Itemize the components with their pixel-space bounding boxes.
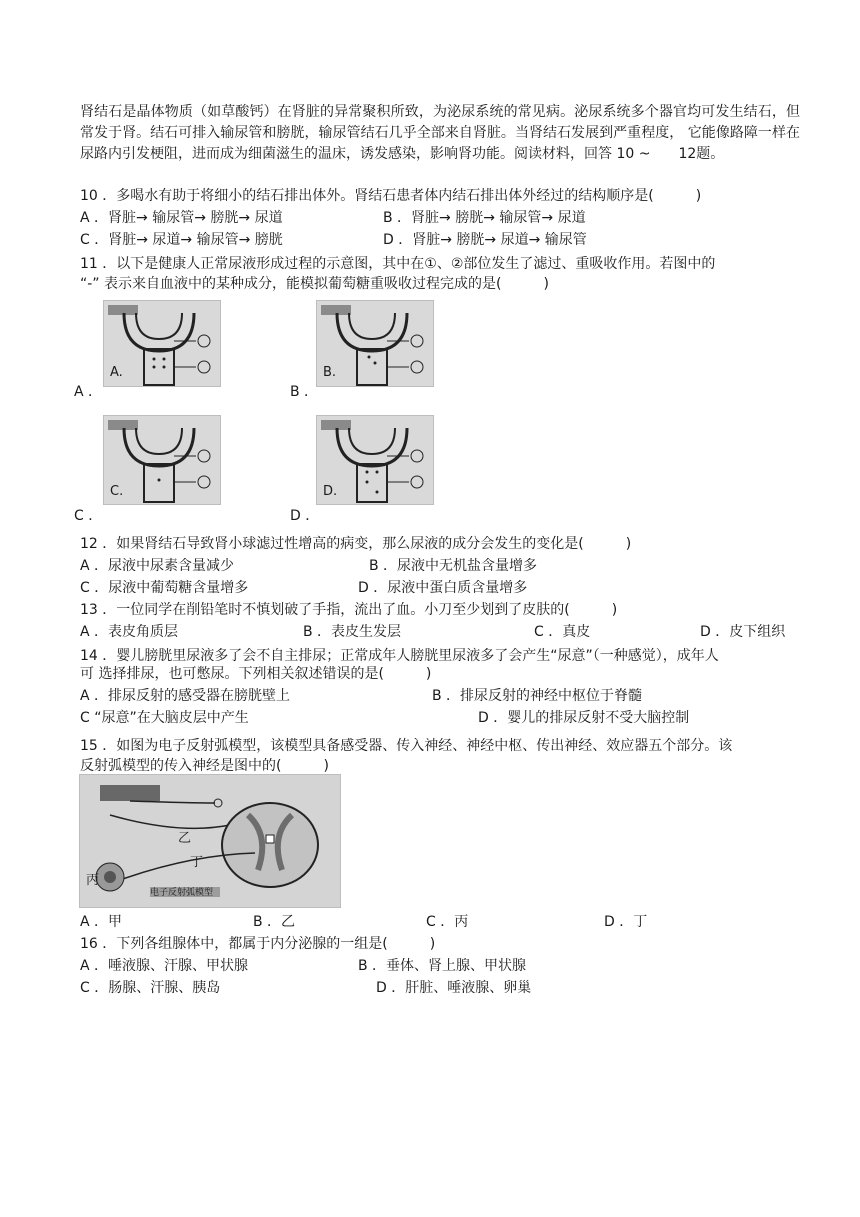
question-15-option-a: A ．甲 xyxy=(80,914,123,930)
figure-a-label: A. xyxy=(110,365,123,380)
question-15-option-d: D ．丁 xyxy=(604,914,648,930)
label-yi: 乙 xyxy=(178,831,192,846)
question-13-option-c: C ．真皮 xyxy=(534,624,591,640)
question-14-option-d: D ．婴儿的排尿反射不受大脑控制 xyxy=(478,710,690,726)
question-10-stem: 10 ．多喝水有助于将细小的结石排出体外。肾结石患者体内结石排出体外经过的结构顺序是( ) xyxy=(80,188,702,204)
question-14-stem-line1: 14 ．婴儿膀胱里尿液多了会不自主排尿；正常成年人膀胱里尿液多了会产生“尿意”（一种感觉），成年人 xyxy=(80,648,719,664)
question-11-stem-line2: “-” 表示来自血液中的某种成分，能模拟葡萄糖重吸收过程完成的是( ) xyxy=(80,276,549,292)
question-14-option-a: A ．排尿反射的感受器在膀胱壁上 xyxy=(80,688,291,704)
question-10-option-c: C ．肾脏→ 尿道→ 输尿管→ 膀胱 xyxy=(80,232,283,248)
question-13-option-d: D ．皮下组织 xyxy=(700,624,786,640)
question-16-option-a: A ．唾液腺、汗腺、甲状腺 xyxy=(80,958,249,974)
question-14-stem-line2: 可 选择排尿，也可憋尿。下列相关叙述错误的是( ) xyxy=(80,666,432,682)
question-11-option-a: A ． xyxy=(74,384,103,400)
question-14-option-c: C “尿意”在大脑皮层中产生 xyxy=(80,710,249,726)
question-10-option-a: A ．肾脏→ 输尿管→ 膀胱→ 尿道 xyxy=(80,210,283,226)
question-15-option-c: C ．丙 xyxy=(426,914,469,930)
figure-c-label: C. xyxy=(110,484,124,499)
question-16-option-c: C ．肠腺、汗腺、胰岛 xyxy=(80,980,221,996)
figure-b-label: B. xyxy=(323,365,337,380)
kidney-diagram-d xyxy=(316,415,434,505)
question-12-option-a: A ．尿液中尿素含量减少 xyxy=(80,558,235,574)
question-16-option-b: B ．垂体、肾上腺、甲状腺 xyxy=(358,958,527,974)
question-13-stem: 13 ．一位同学在削铅笔时不慎划破了手指，流出了血。小刀至少划到了皮肤的( ) xyxy=(80,602,618,618)
kidney-diagram-a xyxy=(103,300,221,387)
kidney-diagram-b xyxy=(316,300,434,387)
label-bing: 丙 xyxy=(86,873,100,888)
question-14-option-b: B ．排尿反射的神经中枢位于脊髓 xyxy=(432,688,643,704)
question-15-stem-line2: 反射弧模型的传入神经是图中的( ) xyxy=(80,758,329,774)
reading-passage: 肾结石是晶体物质（如草酸钙）在肾脏的异常聚积所致，为泌尿系统的常见病。泌尿系统多个器官均可发生结石，但常发于肾。结石可排入输尿管和膀胱，输尿管结石几乎全部来自肾脏。当肾结石发展到严重程度， 它能像路障一样在尿路内引发梗阻，进而成为细菌滋生的温床，诱发感染，影响肾功能。阅读材料，回答 10 ~ 12题。 xyxy=(80,104,800,162)
question-16-stem: 16 ．下列各组腺体中，都属于内分泌腺的一组是( ) xyxy=(80,936,436,952)
question-13-option-b: B ．表皮生发层 xyxy=(303,624,402,640)
question-11-option-b: B ． xyxy=(290,384,319,400)
question-10-option-b: B ．肾脏→ 膀胱→ 输尿管→ 尿道 xyxy=(383,210,586,226)
question-16-option-d: D ．肝脏、唾液腺、卵巢 xyxy=(376,980,532,996)
question-15-stem-line1: 15 ．如图为电子反射弧模型，该模型具备感受器、传入神经、神经中枢、传出神经、效应器五个部分。该 xyxy=(80,738,733,754)
question-12-option-d: D ．尿液中蛋白质含量增多 xyxy=(358,580,528,596)
figure-caption: 电子反射弧模型 xyxy=(150,888,214,898)
question-13-option-a: A ．表皮角质层 xyxy=(80,624,179,640)
question-11-option-c: C ． xyxy=(74,508,103,524)
question-12-option-c: C ．尿液中葡萄糖含量增多 xyxy=(80,580,249,596)
kidney-diagram-c xyxy=(103,415,221,505)
label-ding: 丁 xyxy=(190,855,204,870)
question-15-option-b: B ．乙 xyxy=(253,914,296,930)
figure-d-label: D. xyxy=(323,484,338,499)
question-11-option-d: D ． xyxy=(290,508,320,524)
question-12-stem: 12 ．如果肾结石导致肾小球滤过性增高的病变，那么尿液的成分会发生的变化是( ) xyxy=(80,536,632,552)
reflex-arc-model-figure xyxy=(79,774,341,908)
question-12-option-b: B ．尿液中无机盐含量增多 xyxy=(369,558,538,574)
question-10-option-d: D ．肾脏→ 膀胱→ 尿道→ 输尿管 xyxy=(383,232,587,248)
question-11-stem-line1: 11 ．以下是健康人正常尿液形成过程的示意图，其中在①、②部位发生了滤过、重吸收作用。若图中的 xyxy=(80,256,716,272)
